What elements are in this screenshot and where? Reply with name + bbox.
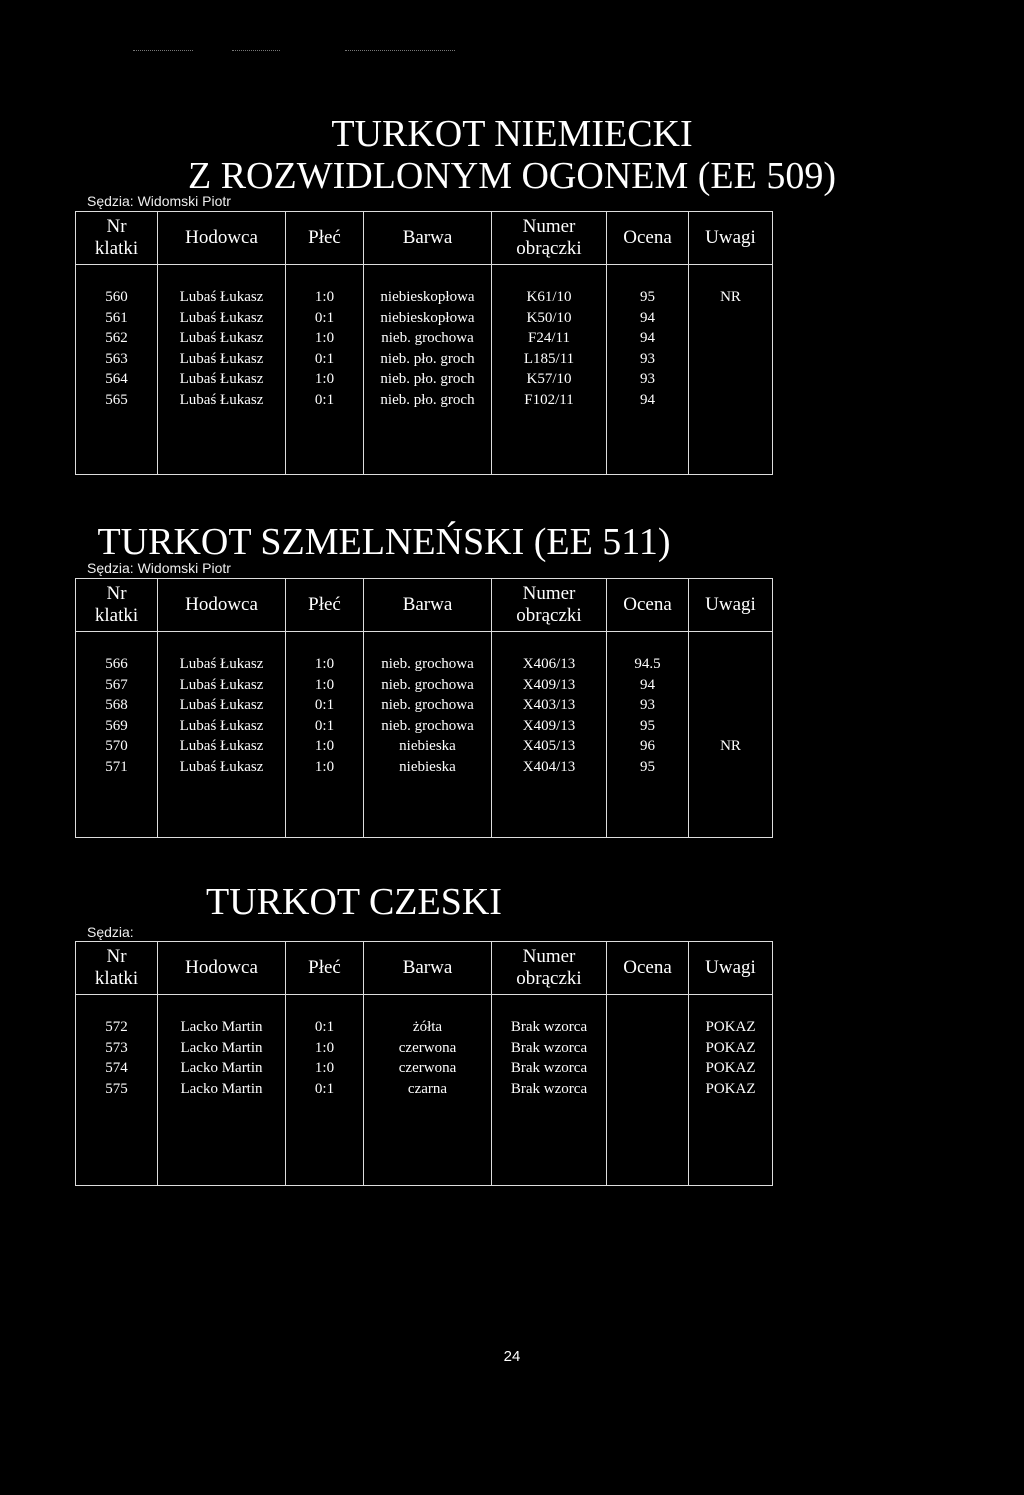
header-plec (286, 942, 364, 995)
header-hodowca (158, 942, 286, 995)
cell-barwa: nieb. grochowa (364, 695, 492, 716)
cell-ocena: 93 (607, 695, 689, 716)
header-text: Numer (522, 583, 576, 604)
cell-nr: 568 (76, 695, 158, 716)
cell-ocena: 94 (607, 308, 689, 329)
cell-plec: 1:0 (286, 675, 364, 696)
cell-nr: 572 (76, 995, 158, 1038)
cell-uwagi: POKAZ (689, 1058, 773, 1079)
table-row (76, 328, 773, 349)
table-row (76, 1058, 773, 1079)
results-table (75, 578, 773, 838)
cell-nr: 569 (76, 716, 158, 737)
cell-hodowca: Lubaś Łukasz (158, 390, 286, 411)
cell-ocena: 95 (607, 716, 689, 737)
empty-cell (364, 777, 492, 838)
cell-uwagi (689, 695, 773, 716)
cell-barwa: niebieskopłowa (364, 308, 492, 329)
results-table (75, 211, 773, 475)
header-text: Nr (106, 216, 127, 237)
table-filler-row (76, 410, 773, 475)
cell-plec: 1:0 (286, 328, 364, 349)
header-text: Ocena (623, 957, 672, 978)
cell-numer: K57/10 (492, 369, 607, 390)
cell-ocena: 96 (607, 736, 689, 757)
cell-numer: Brak wzorca (492, 1038, 607, 1059)
cell-hodowca: Lubaś Łukasz (158, 265, 286, 308)
table-header-row (76, 212, 773, 265)
cell-nr: 573 (76, 1038, 158, 1059)
cell-nr: 567 (76, 675, 158, 696)
header-text: Hodowca (185, 227, 258, 248)
cell-plec: 0:1 (286, 349, 364, 370)
cell-plec: 0:1 (286, 716, 364, 737)
header-hodowca (158, 212, 286, 265)
section-title: TURKOT SZMELNEŃSKI (EE 511) (97, 521, 671, 563)
cell-hodowca: Lacko Martin (158, 1038, 286, 1059)
cell-plec: 0:1 (286, 1079, 364, 1100)
cell-barwa: niebieskopłowa (364, 265, 492, 308)
table-row (76, 716, 773, 737)
cell-hodowca: Lubaś Łukasz (158, 369, 286, 390)
cell-hodowca: Lubaś Łukasz (158, 349, 286, 370)
header-uwagi (689, 579, 773, 632)
cell-barwa: niebieska (364, 757, 492, 778)
header-text: Płeć (308, 594, 341, 615)
table-header-row (76, 579, 773, 632)
header-text: obrączki (516, 605, 582, 626)
table-header-row (76, 942, 773, 995)
cell-plec: 1:0 (286, 369, 364, 390)
cell-plec: 1:0 (286, 265, 364, 308)
cell-hodowca: Lubaś Łukasz (158, 757, 286, 778)
header-text: obrączki (516, 968, 582, 989)
cell-barwa: nieb. grochowa (364, 675, 492, 696)
cell-plec: 0:1 (286, 390, 364, 411)
header-text: Nr (106, 583, 127, 604)
cell-barwa: czerwona (364, 1038, 492, 1059)
cell-barwa: nieb. grochowa (364, 716, 492, 737)
header-text: Uwagi (705, 957, 756, 978)
header-barwa (364, 579, 492, 632)
header-text: klatki (94, 968, 139, 989)
cell-hodowca: Lacko Martin (158, 995, 286, 1038)
cell-numer: L185/11 (492, 349, 607, 370)
empty-cell (158, 1099, 286, 1186)
empty-cell (76, 777, 158, 838)
cell-uwagi: POKAZ (689, 1038, 773, 1059)
header-text: Ocena (623, 594, 672, 615)
header-ocena (607, 212, 689, 265)
header-text: klatki (94, 605, 139, 626)
cell-uwagi (689, 757, 773, 778)
cell-hodowca: Lubaś Łukasz (158, 328, 286, 349)
cell-uwagi (689, 632, 773, 675)
empty-cell (286, 777, 364, 838)
cell-uwagi (689, 716, 773, 737)
cell-nr: 560 (76, 265, 158, 308)
top-divider (133, 50, 193, 52)
table-row (76, 390, 773, 411)
cell-plec: 0:1 (286, 995, 364, 1038)
empty-cell (158, 777, 286, 838)
cell-barwa: czarna (364, 1079, 492, 1100)
cell-nr: 561 (76, 308, 158, 329)
cell-ocena: 94.5 (607, 632, 689, 675)
cell-nr: 563 (76, 349, 158, 370)
table-row (76, 675, 773, 696)
table-row (76, 369, 773, 390)
cell-hodowca: Lubaś Łukasz (158, 308, 286, 329)
cell-plec: 1:0 (286, 736, 364, 757)
table-row (76, 349, 773, 370)
cell-uwagi: POKAZ (689, 1079, 773, 1100)
table-row (76, 757, 773, 778)
empty-cell (286, 1099, 364, 1186)
cell-uwagi (689, 369, 773, 390)
cell-numer: X409/13 (492, 675, 607, 696)
cell-nr: 564 (76, 369, 158, 390)
cell-uwagi (689, 675, 773, 696)
cell-numer: X409/13 (492, 716, 607, 737)
header-text: Barwa (402, 594, 453, 615)
header-text: Uwagi (705, 227, 756, 248)
cell-barwa: nieb. pło. groch (364, 390, 492, 411)
cell-ocena (607, 1058, 689, 1079)
header-text: Uwagi (705, 594, 756, 615)
header-nr (76, 579, 158, 632)
cell-ocena (607, 1038, 689, 1059)
table-row (76, 265, 773, 308)
judge-label: Sędzia: (87, 924, 134, 940)
cell-numer: K61/10 (492, 265, 607, 308)
table-row (76, 1079, 773, 1100)
cell-numer: F24/11 (492, 328, 607, 349)
cell-hodowca: Lubaś Łukasz (158, 716, 286, 737)
cell-barwa: żółta (364, 995, 492, 1038)
table-row (76, 995, 773, 1038)
header-text: klatki (94, 238, 139, 259)
header-text: Barwa (402, 957, 453, 978)
cell-numer: X403/13 (492, 695, 607, 716)
cell-uwagi: NR (689, 265, 773, 308)
header-text: Barwa (402, 227, 453, 248)
empty-cell (607, 777, 689, 838)
cell-uwagi (689, 349, 773, 370)
cell-hodowca: Lubaś Łukasz (158, 736, 286, 757)
header-ocena (607, 579, 689, 632)
cell-numer: K50/10 (492, 308, 607, 329)
header-nr (76, 942, 158, 995)
table-row (76, 632, 773, 675)
header-numer (492, 942, 607, 995)
cell-ocena: 93 (607, 349, 689, 370)
header-text: Płeć (308, 957, 341, 978)
cell-nr: 571 (76, 757, 158, 778)
top-divider (232, 50, 280, 52)
empty-cell (607, 1099, 689, 1186)
cell-plec: 0:1 (286, 695, 364, 716)
cell-nr: 562 (76, 328, 158, 349)
header-ocena (607, 942, 689, 995)
header-text: Płeć (308, 227, 341, 248)
cell-hodowca: Lubaś Łukasz (158, 675, 286, 696)
top-divider (345, 50, 455, 52)
cell-nr: 566 (76, 632, 158, 675)
cell-nr: 575 (76, 1079, 158, 1100)
cell-hodowca: Lubaś Łukasz (158, 695, 286, 716)
empty-cell (689, 777, 773, 838)
header-uwagi (689, 942, 773, 995)
cell-barwa: niebieska (364, 736, 492, 757)
cell-barwa: nieb. grochowa (364, 328, 492, 349)
empty-cell (76, 1099, 158, 1186)
header-text: Hodowca (185, 957, 258, 978)
header-numer (492, 212, 607, 265)
header-numer (492, 579, 607, 632)
cell-ocena: 94 (607, 328, 689, 349)
empty-cell (689, 410, 773, 475)
empty-cell (286, 410, 364, 475)
cell-ocena: 95 (607, 757, 689, 778)
cell-ocena: 94 (607, 390, 689, 411)
cell-barwa: czerwona (364, 1058, 492, 1079)
header-barwa (364, 212, 492, 265)
header-text: Ocena (623, 227, 672, 248)
page-number: 24 (503, 1348, 521, 1365)
cell-uwagi (689, 308, 773, 329)
empty-cell (158, 410, 286, 475)
header-text: Hodowca (185, 594, 258, 615)
empty-cell (689, 1099, 773, 1186)
cell-barwa: nieb. pło. groch (364, 349, 492, 370)
cell-ocena: 95 (607, 265, 689, 308)
empty-cell (492, 410, 607, 475)
empty-cell (76, 410, 158, 475)
header-text: Nr (106, 946, 127, 967)
cell-nr: 574 (76, 1058, 158, 1079)
table-row (76, 1038, 773, 1059)
cell-numer: F102/11 (492, 390, 607, 411)
empty-cell (492, 1099, 607, 1186)
cell-numer: X406/13 (492, 632, 607, 675)
cell-hodowca: Lubaś Łukasz (158, 632, 286, 675)
cell-plec: 1:0 (286, 1038, 364, 1059)
cell-ocena: 93 (607, 369, 689, 390)
cell-barwa: nieb. pło. groch (364, 369, 492, 390)
cell-nr: 570 (76, 736, 158, 757)
header-plec (286, 212, 364, 265)
table-filler-row (76, 1099, 773, 1186)
header-text: obrączki (516, 238, 582, 259)
cell-numer: Brak wzorca (492, 1058, 607, 1079)
cell-ocena (607, 995, 689, 1038)
cell-uwagi: POKAZ (689, 995, 773, 1038)
header-barwa (364, 942, 492, 995)
cell-plec: 1:0 (286, 1058, 364, 1079)
cell-hodowca: Lacko Martin (158, 1079, 286, 1100)
section-title: TURKOT NIEMIECKI (331, 113, 693, 155)
judge-label: Sędzia: Widomski Piotr (87, 560, 231, 576)
table-row (76, 308, 773, 329)
cell-uwagi (689, 390, 773, 411)
header-text: Numer (522, 946, 576, 967)
cell-uwagi: NR (689, 736, 773, 757)
cell-barwa: nieb. grochowa (364, 632, 492, 675)
cell-numer: Brak wzorca (492, 1079, 607, 1100)
empty-cell (364, 1099, 492, 1186)
cell-plec: 1:0 (286, 632, 364, 675)
cell-numer: Brak wzorca (492, 995, 607, 1038)
header-text: Numer (522, 216, 576, 237)
cell-numer: X404/13 (492, 757, 607, 778)
empty-cell (492, 777, 607, 838)
judge-label: Sędzia: Widomski Piotr (87, 193, 231, 209)
header-plec (286, 579, 364, 632)
table-filler-row (76, 777, 773, 838)
cell-hodowca: Lacko Martin (158, 1058, 286, 1079)
cell-plec: 1:0 (286, 757, 364, 778)
cell-plec: 0:1 (286, 308, 364, 329)
results-table (75, 941, 773, 1186)
cell-ocena (607, 1079, 689, 1100)
cell-numer: X405/13 (492, 736, 607, 757)
header-nr (76, 212, 158, 265)
table-row (76, 695, 773, 716)
section-title: Z ROZWIDLONYM OGONEM (EE 509) (187, 155, 836, 197)
cell-ocena: 94 (607, 675, 689, 696)
cell-nr: 565 (76, 390, 158, 411)
header-hodowca (158, 579, 286, 632)
header-uwagi (689, 212, 773, 265)
table-row (76, 736, 773, 757)
empty-cell (364, 410, 492, 475)
section-title: TURKOT CZESKI (206, 881, 502, 923)
empty-cell (607, 410, 689, 475)
cell-uwagi (689, 328, 773, 349)
